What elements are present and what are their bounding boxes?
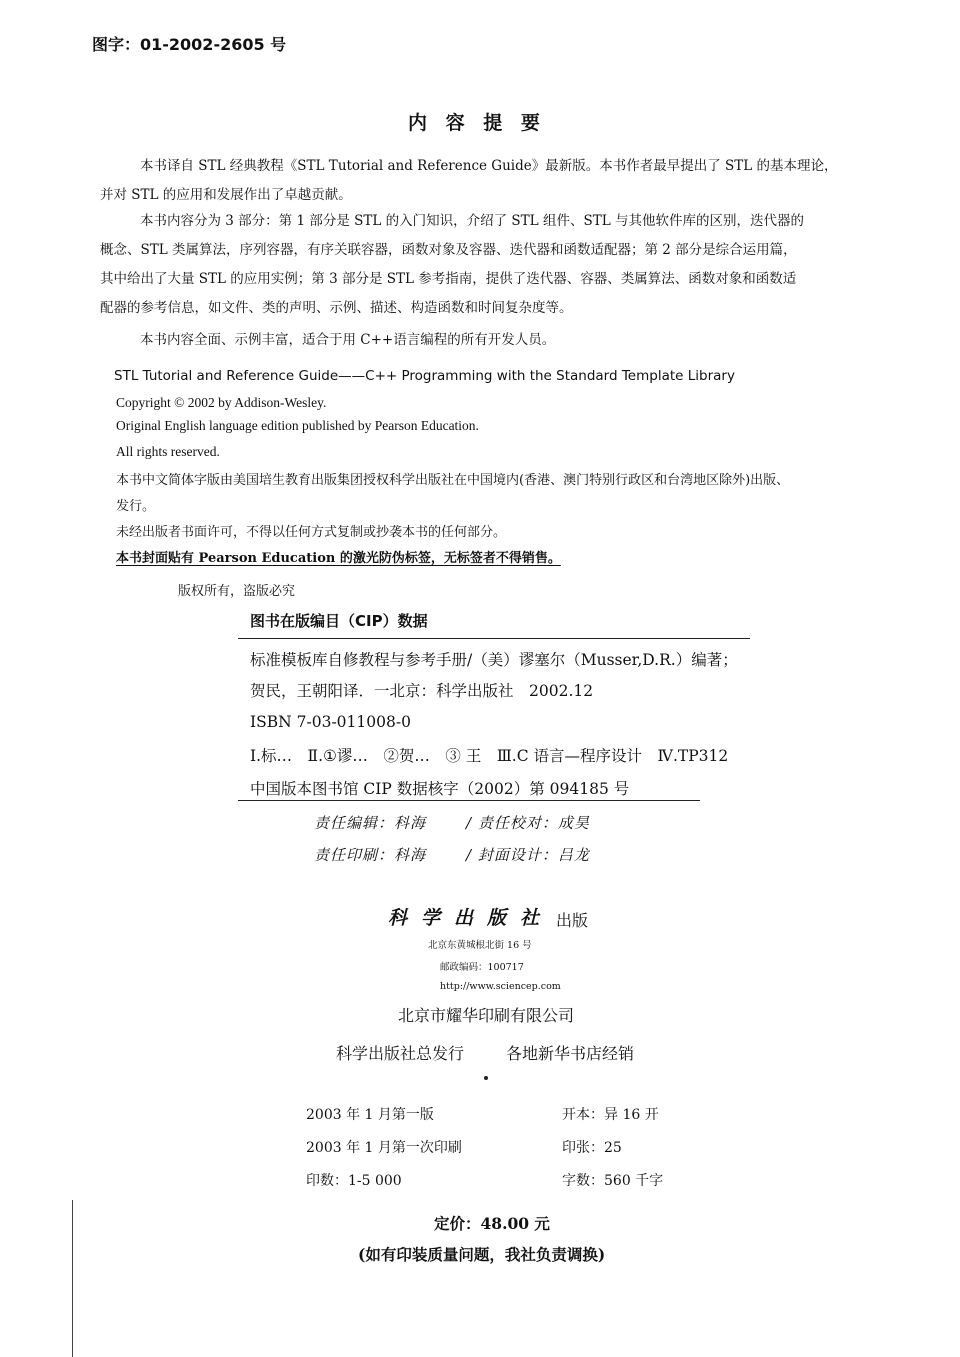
cip-footer: 中国版本图书馆 CIP 数据核字（2002）第 094185 号	[250, 780, 630, 798]
cip-line-4: Ⅰ.标… Ⅱ.①谬… ②贺… ③ 王 Ⅲ.C 语言—程序设计 Ⅳ.TP312	[250, 747, 729, 765]
cip-top-rule	[238, 638, 750, 639]
rights-notice: 版权所有，盗版必究	[178, 584, 296, 599]
word-count: 字数：560 千字	[562, 1173, 664, 1189]
publisher-suffix: 出版	[556, 911, 589, 930]
original-edition-line: Original English language edition published by Pearson Education.	[116, 418, 479, 433]
summary-p2-l2: 概念、STL 类属算法，序列容器，有序关联容器，函数对象及容器、迭代器和函数适配器；第 2 部分是综合运用篇，	[100, 242, 797, 258]
license-notice-l2: 发行。	[116, 499, 156, 514]
summary-title: 内 容 提 要	[408, 112, 546, 134]
no-copy-notice: 未经出版者书面许可，不得以任何方式复制或抄袭本书的任何部分。	[116, 525, 507, 540]
registration-number: 图字：01-2002-2605 号	[92, 35, 287, 54]
staff-editor: 责任编辑：科海	[314, 814, 427, 832]
copyright-line: Copyright © 2002 by Addison-Wesley.	[116, 395, 327, 410]
distributor: 科学出版社总发行	[336, 1044, 465, 1063]
retailer: 各地新华书店经销	[506, 1044, 635, 1063]
staff-proofreader: / 责任校对：成昊	[466, 814, 590, 832]
staff-cover-design: / 封面设计：吕龙	[466, 846, 590, 864]
staff-printing: 责任印刷：科海	[314, 846, 427, 864]
first-edition: 2003 年 1 月第一版	[306, 1107, 434, 1123]
format: 开本：异 16 开	[562, 1107, 659, 1123]
quality-note: (如有印装质量问题，我社负责调换)	[358, 1245, 606, 1264]
summary-p2-l4: 配器的参考信息，如文件、类的声明、示例、描述、构造函数和时间复杂度等。	[100, 300, 573, 316]
scan-margin-line	[72, 1200, 73, 1357]
cip-line-1: 标准模板库自修教程与参考手册/（美）谬塞尔（Musser,D.R.）编著；	[250, 651, 738, 669]
price: 定价：48.00 元	[434, 1214, 550, 1233]
original-title: STL Tutorial and Reference Guide——C++ Programming with the Standard Template Library	[114, 368, 735, 384]
separator-dot	[484, 1076, 488, 1080]
publisher-address: 北京东黄城根北街 16 号	[428, 940, 532, 951]
publisher-name: 科学出版社	[388, 907, 554, 929]
summary-p1-l1: 本书译自 STL 经典教程《STL Tutorial and Reference Guide》最新版。本书作者最早提出了 STL 的基本理论，	[140, 158, 838, 174]
cip-bottom-rule	[238, 800, 700, 801]
summary-p3-l1: 本书内容全面、示例丰富，适合于用 C++语言编程的所有开发人员。	[140, 332, 556, 348]
anti-counterfeit-notice: 本书封面贴有 Pearson Education 的激光防伪标签，无标签者不得销售。	[116, 551, 561, 566]
cip-header: 图书在版编目（CIP）数据	[250, 612, 428, 630]
summary-p2-l3: 其中给出了大量 STL 的应用实例；第 3 部分是 STL 参考指南，提供了迭代器、容器、类属算法、函数对象和函数适	[100, 271, 797, 287]
sheets: 印张：25	[562, 1140, 622, 1156]
first-printing: 2003 年 1 月第一次印刷	[306, 1140, 462, 1156]
print-count: 印数：1-5 000	[306, 1173, 402, 1189]
printer-name: 北京市耀华印刷有限公司	[398, 1006, 575, 1025]
license-notice-l1: 本书中文简体字版由美国培生教育出版集团授权科学出版社在中国境内(香港、澳门特别行政区和台湾地区除外)出版、	[116, 473, 790, 488]
publisher-url: http://www.sciencep.com	[440, 981, 561, 992]
publisher-postcode: 邮政编码：100717	[440, 962, 524, 973]
rights-reserved-line: All rights reserved.	[116, 444, 220, 459]
cip-line-2: 贺民，王朝阳译．一北京：科学出版社 2002.12	[250, 682, 594, 700]
summary-p1-l2: 并对 STL 的应用和发展作出了卓越贡献。	[100, 187, 352, 203]
summary-p2-l1: 本书内容分为 3 部分：第 1 部分是 STL 的入门知识，介绍了 STL 组件、STL 与其他软件库的区别，迭代器的	[140, 213, 804, 229]
cip-line-3: ISBN 7-03-011008-0	[250, 713, 411, 731]
